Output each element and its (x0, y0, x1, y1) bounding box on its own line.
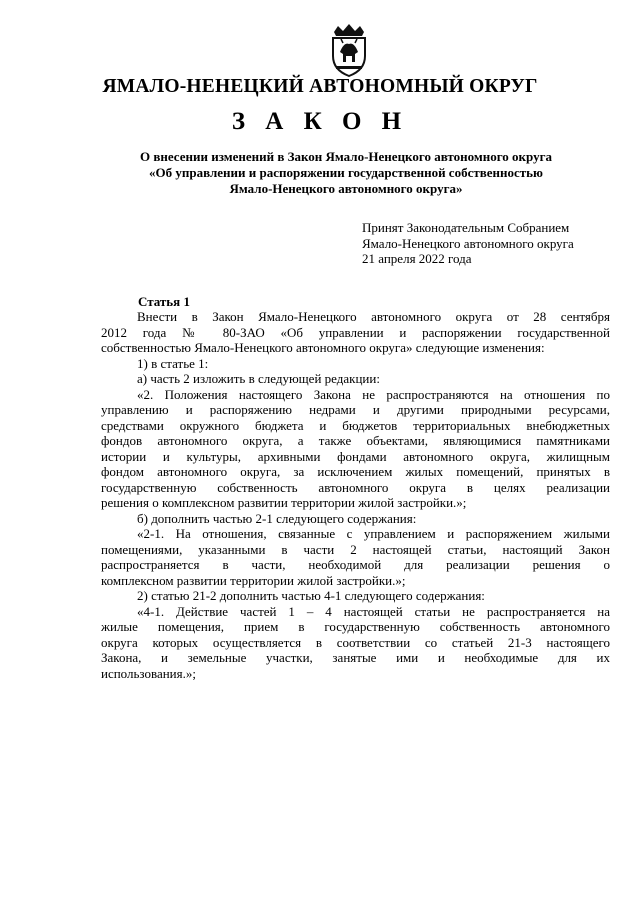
body-line: «2. Положения настоящего Закона не распространяются на отношения по (137, 386, 610, 402)
body-line: средствами окружного бюджета и бюджетов территориальных внебюджетных (101, 417, 610, 433)
body-line: 2) статью 21-2 дополнить частью 4-1 следующего содержания: (137, 588, 485, 603)
article-heading: Статья 1 (138, 294, 190, 309)
body-line: 1) в статье 1: (137, 355, 209, 371)
body-line: Закона, и земельные участки, занятые ими и необходимые для их (101, 650, 610, 665)
body-line: Внести в Закон Ямало-Ненецкого автономного округа от 28 сентября (137, 309, 610, 324)
adoption-line: Ямало-Ненецкого автономного округа (362, 235, 574, 251)
adoption-date: 21 апреля 2022 года (362, 251, 472, 266)
body-line: б) дополнить частью 2-1 следующего содержания: (137, 510, 417, 526)
coat-of-arms-icon (328, 22, 370, 78)
body-line: фондом автономного округа, за исключением жилых помещений, принятых в (101, 464, 610, 479)
body-line: 2012 года № 80-ЗАО «Об управлении и распоряжении государственной (101, 324, 610, 340)
body-line: управлению и распоряжению недрами и другими природными ресурсами, (101, 402, 610, 417)
body-line: распространяется в части, необходимой для реализации решения о (101, 557, 610, 572)
law-title-line: Ямало-Ненецкого автономного округа» (229, 181, 463, 196)
body-line: жилые помещения, прием в государственную собственность автономного (101, 619, 610, 634)
region-heading: ЯМАЛО-НЕНЕЦКИЙ АВТОНОМНЫЙ ОКРУГ (102, 76, 538, 97)
law-title-line: О внесении изменений в Закон Ямало-Ненецкого автономного округа (139, 149, 552, 164)
document-type-heading: З А К О Н (231, 108, 409, 135)
body-line: использования.»; (101, 665, 196, 681)
body-line: фондов автономного округа, а также объектами, являющимися памятниками (101, 433, 610, 448)
body-line: комплексном развитии территории жилой застройки.»; (101, 572, 406, 588)
body-line: а) часть 2 изложить в следующей редакции: (137, 371, 380, 386)
law-title-line: «Об управлении и распоряжении государственной собственностью (149, 165, 543, 180)
article-body (101, 309, 610, 681)
body-line: помещениями, указанными в части 2 настоящей статьи, настоящий Закон (101, 541, 610, 557)
body-line: «4-1. Действие частей 1 – 4 настоящей статьи не распространяется на (137, 603, 610, 619)
body-line: собственностью Ямало-Ненецкого автономного округа» следующие изменения: (101, 340, 545, 355)
body-line: решения о комплексном развитии территории жилой застройки.»; (101, 495, 467, 510)
adoption-block (362, 220, 574, 267)
body-line: государственную собственность автономного округа в целях реализации (101, 479, 610, 495)
body-line: «2-1. На отношения, связанные с управлением и распоряжением жилыми (137, 526, 610, 541)
body-line: истории и культуры, архивными фондами автономного округа, жилищным (101, 448, 610, 464)
law-title (96, 149, 596, 197)
adoption-line: Принят Законодательным Собранием (362, 220, 570, 235)
body-line: округа которых осуществляется в соответствии со статьей 21-3 настоящего (101, 634, 610, 650)
